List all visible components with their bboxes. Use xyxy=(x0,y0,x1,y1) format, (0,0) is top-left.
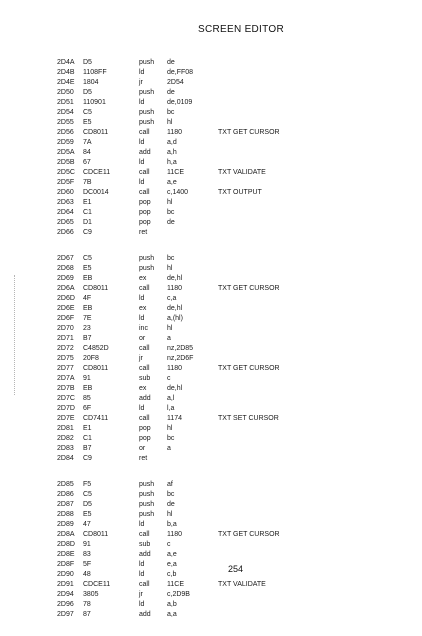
line-mnemonic: ld xyxy=(139,159,145,166)
line-bytes: DC0014 xyxy=(83,189,109,196)
line-address: 2D72 xyxy=(57,345,74,352)
line-mnemonic: call xyxy=(139,531,150,538)
line-mnemonic: ld xyxy=(139,295,145,302)
line-mnemonic: pop xyxy=(139,435,151,442)
line-address: 2D5A xyxy=(57,149,75,156)
code-line xyxy=(0,550,422,560)
line-bytes: C5 xyxy=(83,491,92,498)
line-bytes: CD8011 xyxy=(83,531,109,538)
line-address: 2D84 xyxy=(57,455,74,462)
code-line xyxy=(0,374,422,384)
line-bytes: 87 xyxy=(83,611,91,618)
line-bytes: 110901 xyxy=(83,99,106,106)
line-operand: nz,2D6F xyxy=(167,355,194,362)
line-address: 2D7E xyxy=(57,415,75,422)
code-line xyxy=(0,198,422,208)
code-line xyxy=(0,118,422,128)
line-address: 2D82 xyxy=(57,435,74,442)
line-bytes: 83 xyxy=(83,551,91,558)
line-operand: c,b xyxy=(167,571,177,578)
line-operand: c,2D9B xyxy=(167,591,190,598)
line-operand: hl xyxy=(167,265,173,272)
line-bytes: 47 xyxy=(83,521,91,528)
code-line xyxy=(0,560,422,570)
line-bytes: 1804 xyxy=(83,79,99,86)
line-operand: a,d xyxy=(167,139,177,146)
line-bytes: B7 xyxy=(83,445,92,452)
line-address: 2D51 xyxy=(57,99,74,106)
line-operand: 1180 xyxy=(167,129,183,136)
line-bytes: E5 xyxy=(83,511,92,518)
line-bytes: E1 xyxy=(83,425,92,432)
code-line xyxy=(0,304,422,314)
line-operand: l,a xyxy=(167,405,175,412)
code-line xyxy=(0,570,422,580)
code-line xyxy=(0,88,422,98)
line-operand: 11CE xyxy=(167,169,184,176)
line-address: 2D7B xyxy=(57,385,75,392)
line-mnemonic: ex xyxy=(139,275,147,282)
line-mnemonic: call xyxy=(139,365,150,372)
line-address: 2D8D xyxy=(57,541,75,548)
line-address: 2D75 xyxy=(57,355,74,362)
line-bytes: 6F xyxy=(83,405,92,412)
line-address: 2D60 xyxy=(57,189,74,196)
line-comment: TXT GET CURSOR xyxy=(218,531,280,538)
line-operand: hl xyxy=(167,119,173,126)
line-mnemonic: push xyxy=(139,109,155,116)
code-line xyxy=(0,404,422,414)
line-address: 2D5C xyxy=(57,169,75,176)
line-operand: 1180 xyxy=(167,531,183,538)
line-address: 2D4A xyxy=(57,59,75,66)
line-bytes: 91 xyxy=(83,541,91,548)
line-comment: TXT SET CURSOR xyxy=(218,415,279,422)
line-address: 2D85 xyxy=(57,481,74,488)
code-line xyxy=(0,490,422,500)
line-address: 2D59 xyxy=(57,139,74,146)
line-mnemonic: pop xyxy=(139,219,151,226)
line-bytes: CD8011 xyxy=(83,285,109,292)
line-mnemonic: pop xyxy=(139,209,151,216)
line-bytes: 7B xyxy=(83,179,92,186)
line-operand: de,FF08 xyxy=(167,69,194,76)
line-address: 2D65 xyxy=(57,219,74,226)
line-operand: a,e xyxy=(167,551,177,558)
line-bytes: C5 xyxy=(83,109,92,116)
line-operand: bc xyxy=(167,209,175,216)
line-operand: a xyxy=(167,335,171,342)
line-mnemonic: ex xyxy=(139,385,147,392)
line-operand: c xyxy=(167,541,171,548)
code-line xyxy=(0,510,422,520)
code-line xyxy=(0,590,422,600)
code-line xyxy=(0,78,422,88)
line-mnemonic: ld xyxy=(139,571,145,578)
line-address: 2D8F xyxy=(57,561,75,568)
code-line xyxy=(0,424,422,434)
line-operand: h,a xyxy=(167,159,177,166)
code-line xyxy=(0,600,422,610)
line-address: 2D90 xyxy=(57,571,74,578)
line-address: 2D97 xyxy=(57,611,74,618)
line-address: 2D54 xyxy=(57,109,74,116)
line-address: 2D6E xyxy=(57,305,75,312)
line-operand: de,0109 xyxy=(167,99,193,106)
line-mnemonic: ld xyxy=(139,521,145,528)
line-mnemonic: ld xyxy=(139,405,145,412)
line-bytes: 7A xyxy=(83,139,92,146)
code-line xyxy=(0,208,422,218)
line-comment: TXT VALIDATE xyxy=(218,581,266,588)
code-line xyxy=(0,254,422,264)
line-bytes: 78 xyxy=(83,601,91,608)
code-line xyxy=(0,148,422,158)
line-address: 2D5F xyxy=(57,179,75,186)
code-block-3 xyxy=(0,480,422,620)
line-bytes: 48 xyxy=(83,571,91,578)
line-address: 2D94 xyxy=(57,591,74,598)
code-line xyxy=(0,384,422,394)
line-operand: bc xyxy=(167,109,175,116)
code-line xyxy=(0,58,422,68)
line-address: 2D7A xyxy=(57,375,75,382)
code-line xyxy=(0,294,422,304)
line-mnemonic: push xyxy=(139,265,155,272)
line-bytes: C1 xyxy=(83,209,92,216)
line-bytes: 5F xyxy=(83,561,92,568)
line-address: 2D6D xyxy=(57,295,75,302)
line-operand: a,h xyxy=(167,149,177,156)
line-operand: hl xyxy=(167,511,173,518)
code-line xyxy=(0,138,422,148)
line-operand: a,l xyxy=(167,395,175,402)
line-address: 2D6F xyxy=(57,315,75,322)
line-bytes: C9 xyxy=(83,229,92,236)
line-mnemonic: ld xyxy=(139,69,145,76)
code-line xyxy=(0,314,422,324)
line-address: 2D6A xyxy=(57,285,75,292)
code-line xyxy=(0,580,422,590)
line-address: 2D55 xyxy=(57,119,74,126)
line-comment: TXT GET CURSOR xyxy=(218,285,280,292)
code-line xyxy=(0,354,422,364)
line-bytes: 23 xyxy=(83,325,91,332)
line-address: 2D66 xyxy=(57,229,74,236)
line-bytes: 7E xyxy=(83,315,92,322)
code-line xyxy=(0,108,422,118)
line-mnemonic: push xyxy=(139,501,155,508)
line-address: 2D68 xyxy=(57,265,74,272)
line-bytes: CD8011 xyxy=(83,129,109,136)
line-mnemonic: jr xyxy=(139,355,143,362)
line-mnemonic: push xyxy=(139,89,155,96)
code-line xyxy=(0,168,422,178)
line-mnemonic: call xyxy=(139,345,150,352)
line-mnemonic: jr xyxy=(139,591,143,598)
line-mnemonic: ret xyxy=(139,229,148,236)
page-title: SCREEN EDITOR xyxy=(198,24,284,35)
line-address: 2D5B xyxy=(57,159,75,166)
line-operand: e,a xyxy=(167,561,177,568)
line-operand: 11CE xyxy=(167,581,184,588)
line-operand: a,b xyxy=(167,601,177,608)
code-line xyxy=(0,444,422,454)
line-bytes: CDCE11 xyxy=(83,169,111,176)
line-bytes: 20F8 xyxy=(83,355,99,362)
line-comment: TXT VALIDATE xyxy=(218,169,266,176)
line-bytes: 85 xyxy=(83,395,91,402)
line-mnemonic: or xyxy=(139,445,146,452)
line-mnemonic: push xyxy=(139,59,155,66)
line-bytes: C5 xyxy=(83,255,92,262)
line-mnemonic: call xyxy=(139,415,150,422)
line-address: 2D88 xyxy=(57,511,74,518)
line-mnemonic: ld xyxy=(139,315,145,322)
line-operand: 1180 xyxy=(167,365,183,372)
line-operand: c,a xyxy=(167,295,177,302)
code-line xyxy=(0,520,422,530)
line-address: 2D64 xyxy=(57,209,74,216)
line-bytes: EB xyxy=(83,305,93,312)
line-bytes: E5 xyxy=(83,119,92,126)
code-line xyxy=(0,610,422,620)
line-mnemonic: ld xyxy=(139,99,145,106)
line-bytes: 84 xyxy=(83,149,91,156)
line-address: 2D70 xyxy=(57,325,74,332)
line-comment: TXT GET CURSOR xyxy=(218,129,280,136)
line-bytes: CD8011 xyxy=(83,365,109,372)
line-address: 2D63 xyxy=(57,199,74,206)
line-bytes: F5 xyxy=(83,481,92,488)
line-operand: de xyxy=(167,59,175,66)
line-mnemonic: call xyxy=(139,581,150,588)
line-operand: af xyxy=(167,481,173,488)
line-bytes: CD7411 xyxy=(83,415,109,422)
line-address: 2D7C xyxy=(57,395,75,402)
line-mnemonic: push xyxy=(139,511,155,518)
code-line xyxy=(0,434,422,444)
code-line xyxy=(0,178,422,188)
line-address: 2D89 xyxy=(57,521,74,528)
line-mnemonic: push xyxy=(139,119,155,126)
line-bytes: D5 xyxy=(83,501,92,508)
line-bytes: E5 xyxy=(83,265,92,272)
line-mnemonic: add xyxy=(139,395,151,402)
line-mnemonic: add xyxy=(139,611,151,618)
line-mnemonic: pop xyxy=(139,425,151,432)
code-line xyxy=(0,540,422,550)
line-operand: hl xyxy=(167,325,173,332)
line-bytes: EB xyxy=(83,275,93,282)
line-operand: a,(hl) xyxy=(167,315,183,322)
code-line xyxy=(0,480,422,490)
line-address: 2D7D xyxy=(57,405,75,412)
line-mnemonic: push xyxy=(139,481,155,488)
line-mnemonic: pop xyxy=(139,199,151,206)
line-address: 2D87 xyxy=(57,501,74,508)
line-operand: 1174 xyxy=(167,415,183,422)
line-address: 2D71 xyxy=(57,335,74,342)
line-address: 2D50 xyxy=(57,89,74,96)
margin-mark xyxy=(14,275,16,395)
line-operand: c xyxy=(167,375,171,382)
line-address: 2D8E xyxy=(57,551,75,558)
line-mnemonic: ex xyxy=(139,305,147,312)
line-operand: 1180 xyxy=(167,285,183,292)
line-bytes: EB xyxy=(83,385,93,392)
line-mnemonic: add xyxy=(139,551,151,558)
line-operand: de xyxy=(167,89,175,96)
code-line xyxy=(0,158,422,168)
disassembly-listing xyxy=(0,58,422,636)
line-operand: de xyxy=(167,219,175,226)
line-address: 2D77 xyxy=(57,365,74,372)
line-address: 2D4B xyxy=(57,69,75,76)
code-line xyxy=(0,530,422,540)
line-operand: a,a xyxy=(167,611,177,618)
line-mnemonic: call xyxy=(139,189,150,196)
line-operand: hl xyxy=(167,199,173,206)
line-operand: b,a xyxy=(167,521,177,528)
line-address: 2D91 xyxy=(57,581,74,588)
line-operand: hl xyxy=(167,425,173,432)
line-bytes: 4F xyxy=(83,295,92,302)
line-operand: nz,2D85 xyxy=(167,345,194,352)
line-bytes: CDCE11 xyxy=(83,581,111,588)
code-line xyxy=(0,228,422,238)
line-mnemonic: or xyxy=(139,335,146,342)
line-operand: a,e xyxy=(167,179,177,186)
line-bytes: D5 xyxy=(83,59,92,66)
line-operand: de,hl xyxy=(167,305,183,312)
line-bytes: C4852D xyxy=(83,345,109,352)
line-operand: de xyxy=(167,501,175,508)
line-mnemonic: inc xyxy=(139,325,148,332)
line-mnemonic: add xyxy=(139,149,151,156)
line-mnemonic: ld xyxy=(139,601,145,608)
code-line xyxy=(0,188,422,198)
line-address: 2D86 xyxy=(57,491,74,498)
code-line xyxy=(0,500,422,510)
line-mnemonic: ld xyxy=(139,179,145,186)
code-line xyxy=(0,68,422,78)
line-mnemonic: ret xyxy=(139,455,148,462)
code-line xyxy=(0,344,422,354)
line-mnemonic: sub xyxy=(139,541,151,548)
line-bytes: 67 xyxy=(83,159,91,166)
code-line xyxy=(0,414,422,424)
page-number: 254 xyxy=(228,564,244,574)
line-mnemonic: ld xyxy=(139,139,145,146)
line-mnemonic: jr xyxy=(139,79,143,86)
code-line xyxy=(0,394,422,404)
line-bytes: C9 xyxy=(83,455,92,462)
line-bytes: D1 xyxy=(83,219,92,226)
code-line xyxy=(0,454,422,464)
code-block-1 xyxy=(0,58,422,238)
line-operand: bc xyxy=(167,255,175,262)
line-operand: a xyxy=(167,445,171,452)
line-bytes: 1108FF xyxy=(83,69,107,76)
line-address: 2D96 xyxy=(57,601,74,608)
code-line xyxy=(0,98,422,108)
code-line xyxy=(0,334,422,344)
code-line xyxy=(0,218,422,228)
line-bytes: C1 xyxy=(83,435,92,442)
line-bytes: E1 xyxy=(83,199,92,206)
line-operand: c,1400 xyxy=(167,189,189,196)
line-mnemonic: push xyxy=(139,255,155,262)
code-line xyxy=(0,284,422,294)
line-address: 2D56 xyxy=(57,129,74,136)
line-mnemonic: push xyxy=(139,491,155,498)
line-operand: 2D54 xyxy=(167,79,184,86)
line-bytes: 91 xyxy=(83,375,91,382)
line-bytes: B7 xyxy=(83,335,92,342)
line-comment: TXT OUTPUT xyxy=(218,189,262,196)
line-operand: de,hl xyxy=(167,385,183,392)
line-address: 2D83 xyxy=(57,445,74,452)
line-address: 2D4E xyxy=(57,79,75,86)
line-operand: bc xyxy=(167,435,175,442)
line-address: 2D69 xyxy=(57,275,74,282)
line-comment: TXT GET CURSOR xyxy=(218,365,280,372)
line-operand: bc xyxy=(167,491,175,498)
line-bytes: 3805 xyxy=(83,591,99,598)
line-address: 2D67 xyxy=(57,255,74,262)
line-mnemonic: call xyxy=(139,285,150,292)
code-line xyxy=(0,128,422,138)
line-mnemonic: call xyxy=(139,169,150,176)
line-operand: de,hl xyxy=(167,275,183,282)
line-address: 2D81 xyxy=(57,425,74,432)
code-line xyxy=(0,324,422,334)
code-line xyxy=(0,364,422,374)
line-mnemonic: sub xyxy=(139,375,151,382)
code-line xyxy=(0,264,422,274)
code-line xyxy=(0,274,422,284)
line-mnemonic: call xyxy=(139,129,150,136)
code-block-2 xyxy=(0,254,422,464)
line-mnemonic: ld xyxy=(139,561,145,568)
line-address: 2D8A xyxy=(57,531,75,538)
line-bytes: D5 xyxy=(83,89,92,96)
